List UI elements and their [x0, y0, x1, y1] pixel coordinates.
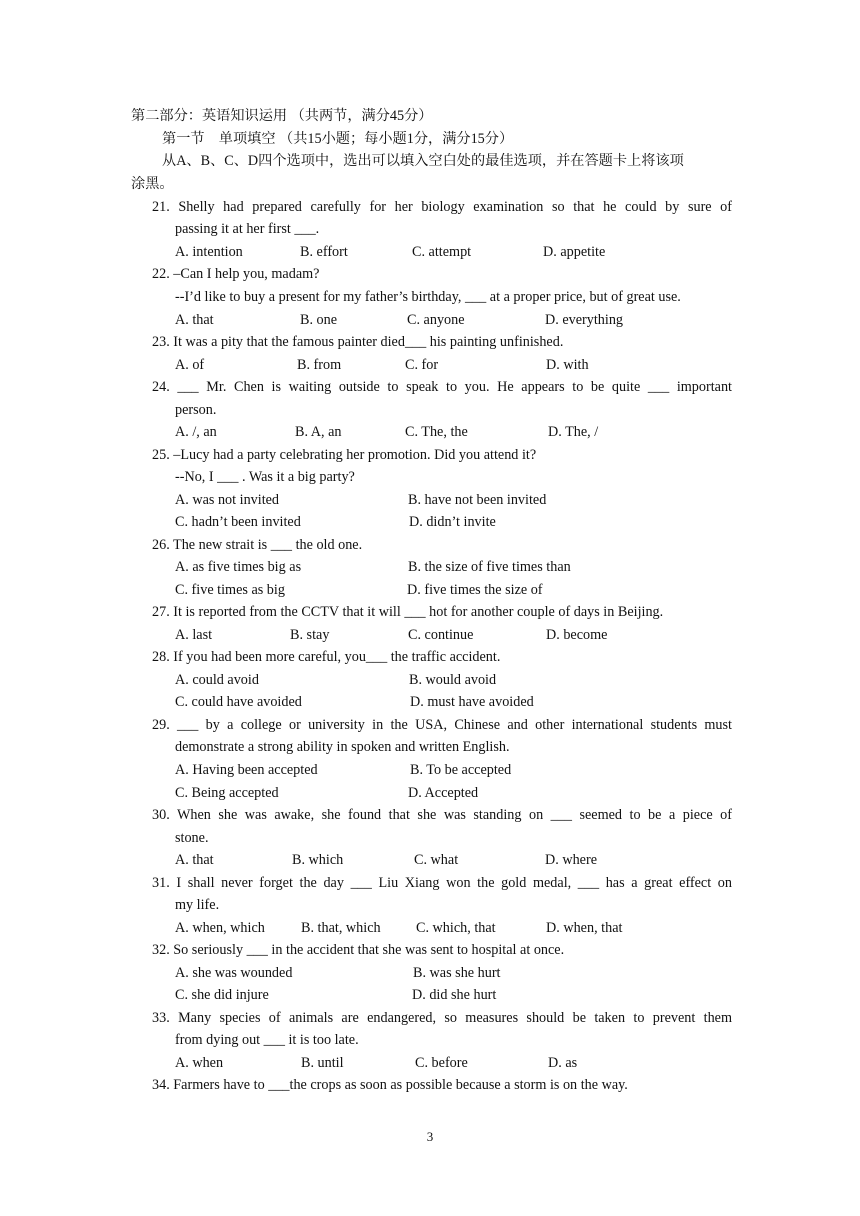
question-22-option-b: B. one: [300, 312, 338, 328]
question-33-option-d: D. as: [548, 1055, 578, 1071]
question-24-option-b: B. A, an: [295, 424, 342, 440]
question-34-stem-line-1: 34. Farmers have to ___the crops as soon as possible because a storm is on the way.: [152, 1077, 628, 1093]
question-31-option-b: B. that, which: [301, 920, 381, 936]
question-33-option-b: B. until: [301, 1055, 344, 1071]
question-21-option-d: D. appetite: [543, 244, 606, 260]
question-27-option-d: D. become: [546, 627, 608, 643]
question-21-option-b: B. effort: [300, 244, 348, 260]
question-25-stem-line-1: 25. –Lucy had a party celebrating her promotion. Did you attend it?: [152, 447, 537, 463]
question-30-option-b: B. which: [292, 852, 344, 868]
question-27-stem-line-1: 27. It is reported from the CCTV that it will ___ hot for another couple of days in Beijing.: [152, 604, 664, 620]
question-24-stem-line-1: 24. ___ Mr. Chen is waiting outside to speak to you. He appears to be quite ___ important: [152, 379, 732, 395]
question-29-option-a: A. Having been accepted: [175, 762, 318, 778]
question-30-option-c: C. what: [414, 852, 459, 868]
question-22-option-d: D. everything: [545, 312, 624, 328]
question-24-stem-line-2: person.: [175, 402, 217, 418]
page-number: 3: [426, 1129, 434, 1144]
part-heading: 第二部分：英语知识运用 （共两节，满分45分）: [131, 108, 433, 124]
question-23-option-b: B. from: [297, 357, 342, 373]
question-29-option-b: B. To be accepted: [410, 762, 512, 778]
question-26-option-d: D. five times the size of: [407, 582, 543, 598]
question-29-stem-line-1: 29. ___ by a college or university in the USA, Chinese and other international students must: [152, 717, 732, 733]
question-26-stem-line-1: 26. The new strait is ___ the old one.: [152, 537, 363, 553]
question-26-option-a: A. as five times big as: [175, 559, 302, 575]
question-23-stem-line-1: 23. It was a pity that the famous painter died___ his painting unfinished.: [152, 334, 564, 350]
question-25-option-c: C. hadn’t been invited: [175, 514, 301, 530]
question-21-stem-line-2: passing it at her first ___.: [175, 221, 320, 237]
question-25-option-a: A. was not invited: [175, 492, 280, 508]
question-25-stem-line-2: --No, I ___ . Was it a big party?: [175, 469, 355, 485]
question-21-option-c: C. attempt: [412, 244, 472, 260]
question-22-option-c: C. anyone: [407, 312, 465, 328]
question-27-option-c: C. continue: [408, 627, 474, 643]
question-25-option-b: B. have not been invited: [408, 492, 547, 508]
question-24-option-c: C. The, the: [405, 424, 468, 440]
question-31-stem-line-1: 31. I shall never forget the day ___ Liu Xiang won the gold medal, ___ has a great effect on: [152, 875, 732, 891]
question-30-option-d: D. where: [545, 852, 597, 868]
question-28-option-d: D. must have avoided: [410, 694, 534, 710]
question-23-option-a: A. of: [175, 357, 205, 373]
question-30-stem-line-2: stone.: [175, 830, 209, 846]
question-23-option-c: C. for: [405, 357, 439, 373]
question-26-option-c: C. five times as big: [175, 582, 285, 598]
question-29-option-c: C. Being accepted: [175, 785, 279, 801]
question-28-option-b: B. would avoid: [409, 672, 497, 688]
question-30-option-a: A. that: [175, 852, 214, 868]
instruction-line-1: 从A、B、C、D四个选项中，选出可以填入空白处的最佳选项，并在答题卡上将该项: [162, 153, 684, 169]
question-32-option-c: C. she did injure: [175, 987, 269, 1003]
question-33-stem-line-2: from dying out ___ it is too late.: [175, 1032, 359, 1048]
question-31-stem-line-2: my life.: [175, 897, 220, 913]
question-25-option-d: D. didn’t invite: [409, 514, 496, 530]
question-31-option-a: A. when, which: [175, 920, 265, 936]
section-heading: 第一节 单项填空 （共15小题；每小题1分，满分15分）: [162, 131, 514, 147]
question-24-option-d: D. The, /: [548, 424, 599, 440]
question-31-option-d: D. when, that: [546, 920, 623, 936]
question-21-option-a: A. intention: [175, 244, 243, 260]
question-22-stem-line-2: --I’d like to buy a present for my father’s birthday, ___ at a proper price, but of great use.: [175, 289, 681, 305]
question-29-stem-line-2: demonstrate a strong ability in spoken and written English.: [175, 739, 510, 755]
question-27-option-a: A. last: [175, 627, 213, 643]
question-32-option-b: B. was she hurt: [413, 965, 501, 981]
question-30-stem-line-1: 30. When she was awake, she found that she was standing on ___ seemed to be a piece of: [152, 807, 732, 823]
instruction-line-2: 涂黑。: [131, 176, 174, 192]
question-33-option-a: A. when: [175, 1055, 224, 1071]
question-32-option-d: D. did she hurt: [412, 987, 497, 1003]
question-22-option-a: A. that: [175, 312, 214, 328]
question-29-option-d: D. Accepted: [408, 785, 479, 801]
question-33-option-c: C. before: [415, 1055, 468, 1071]
question-26-option-b: B. the size of five times than: [408, 559, 571, 575]
question-21-stem-line-1: 21. Shelly had prepared carefully for her biology examination so that he could by sure of: [152, 199, 732, 215]
question-28-option-a: A. could avoid: [175, 672, 259, 688]
question-28-stem-line-1: 28. If you had been more careful, you___ the traffic accident.: [152, 649, 501, 665]
question-31-option-c: C. which, that: [416, 920, 496, 936]
question-33-stem-line-1: 33. Many species of animals are endangered, so measures should be taken to prevent them: [152, 1010, 732, 1026]
question-32-option-a: A. she was wounded: [175, 965, 293, 981]
question-22-stem-line-1: 22. –Can I help you, madam?: [152, 266, 320, 282]
question-32-stem-line-1: 32. So seriously ___ in the accident that she was sent to hospital at once.: [152, 942, 565, 958]
question-27-option-b: B. stay: [290, 627, 330, 643]
question-23-option-d: D. with: [546, 357, 589, 373]
question-28-option-c: C. could have avoided: [175, 694, 302, 710]
question-24-option-a: A. /, an: [175, 424, 217, 440]
